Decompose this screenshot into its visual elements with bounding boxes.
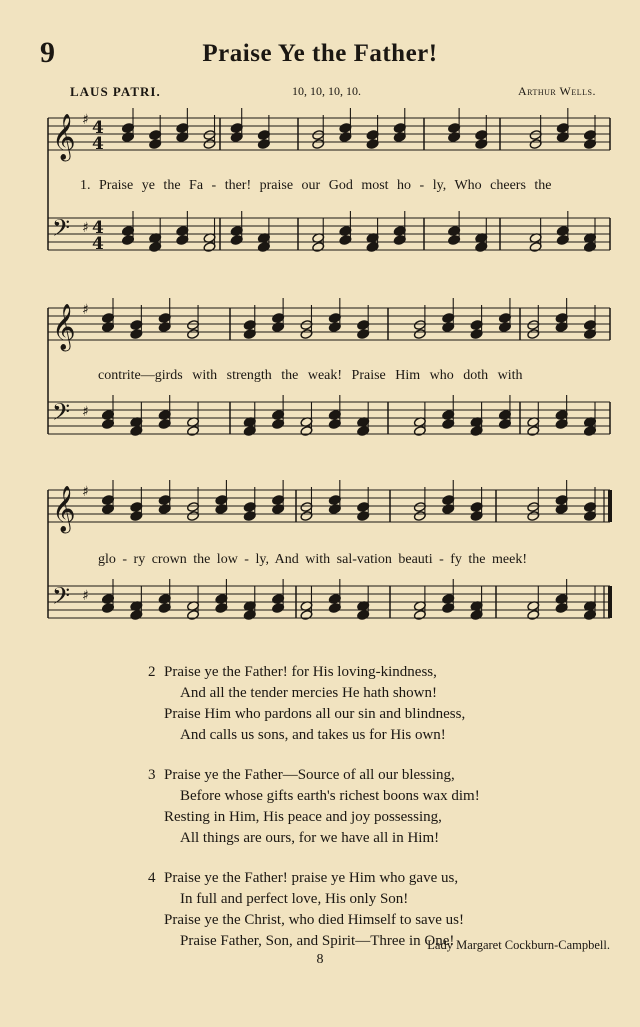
verse-number: 2 [148, 664, 156, 680]
key-signature-sharp: ♯ [82, 588, 89, 604]
page-number: 8 [316, 952, 324, 967]
verse-line: Praise Father, Son, and Spirit—Three in One! [180, 933, 455, 949]
bass-clef-icon: 𝄢 [52, 398, 71, 431]
music-system-1 [0, 110, 640, 280]
tune-name: LAUS PATRI. [70, 84, 161, 99]
verse-line: In full and perfect love, His only Son! [180, 891, 409, 907]
verse-line: All things are ours, for we have all in Him! [180, 830, 440, 846]
verse-line: And all the tender mercies He hath shown! [180, 685, 437, 701]
meter: 10, 10, 10, 10. [292, 84, 361, 98]
lyric-line-1: 1. Praise ye the Fa - ther! praise our God most ho - ly, Who cheers the [80, 178, 552, 193]
verse-line: Praise ye the Father—Source of all our blessing, [164, 767, 455, 783]
lyric-line-2: contrite—girds with strength the weak! Praise Him who doth with [98, 368, 523, 383]
composer: Arthur Wells. [517, 84, 596, 98]
bass-clef-icon: 𝄢 [52, 582, 71, 615]
verse-line: Praise ye the Father! praise ye Him who gave us, [164, 870, 459, 886]
verse-line: Praise ye the Christ, who died Himself to save us! [164, 912, 464, 928]
verse-3 [0, 765, 640, 849]
key-signature-sharp: ♯ [82, 302, 89, 318]
lyricist: Lady Margaret Cockburn-Campbell. [427, 938, 610, 952]
key-signature-sharp: ♯ [82, 484, 89, 500]
time-signature-top: 4 [92, 218, 104, 238]
verse-number: 4 [148, 870, 156, 886]
verse-line: Praise Him who pardons all our sin and blindness, [164, 706, 466, 722]
verse-number: 3 [148, 767, 156, 783]
treble-clef-icon: 𝄞 [52, 114, 76, 160]
verse-2 [0, 662, 640, 746]
verses [0, 662, 640, 971]
time-signature-bottom: 4 [92, 134, 104, 154]
key-signature-sharp: ♯ [82, 220, 89, 236]
lyric-line-3: glo - ry crown the low - ly, And with sal-vation beauti - fy the meek! [98, 552, 527, 567]
bass-clef-icon: 𝄢 [52, 214, 71, 247]
verse-line: Praise ye the Father! for His loving-kindness, [164, 664, 437, 680]
verse-line: Resting in Him, His peace and joy possessing, [164, 809, 442, 825]
hymn-title: Praise Ye the Father! [202, 40, 438, 67]
time-signature-bottom: 4 [92, 234, 104, 254]
treble-clef-icon: 𝄞 [52, 304, 76, 350]
key-signature-sharp: ♯ [82, 112, 89, 128]
hymn-number: 9 [40, 36, 55, 69]
verse-line: And calls us sons, and takes us for His own! [180, 727, 446, 743]
key-signature-sharp: ♯ [82, 404, 89, 420]
time-signature-top: 4 [92, 118, 104, 138]
treble-clef-icon: 𝄞 [52, 486, 76, 532]
verse-line: Before whose gifts earth's richest boons wax dim! [180, 788, 480, 804]
